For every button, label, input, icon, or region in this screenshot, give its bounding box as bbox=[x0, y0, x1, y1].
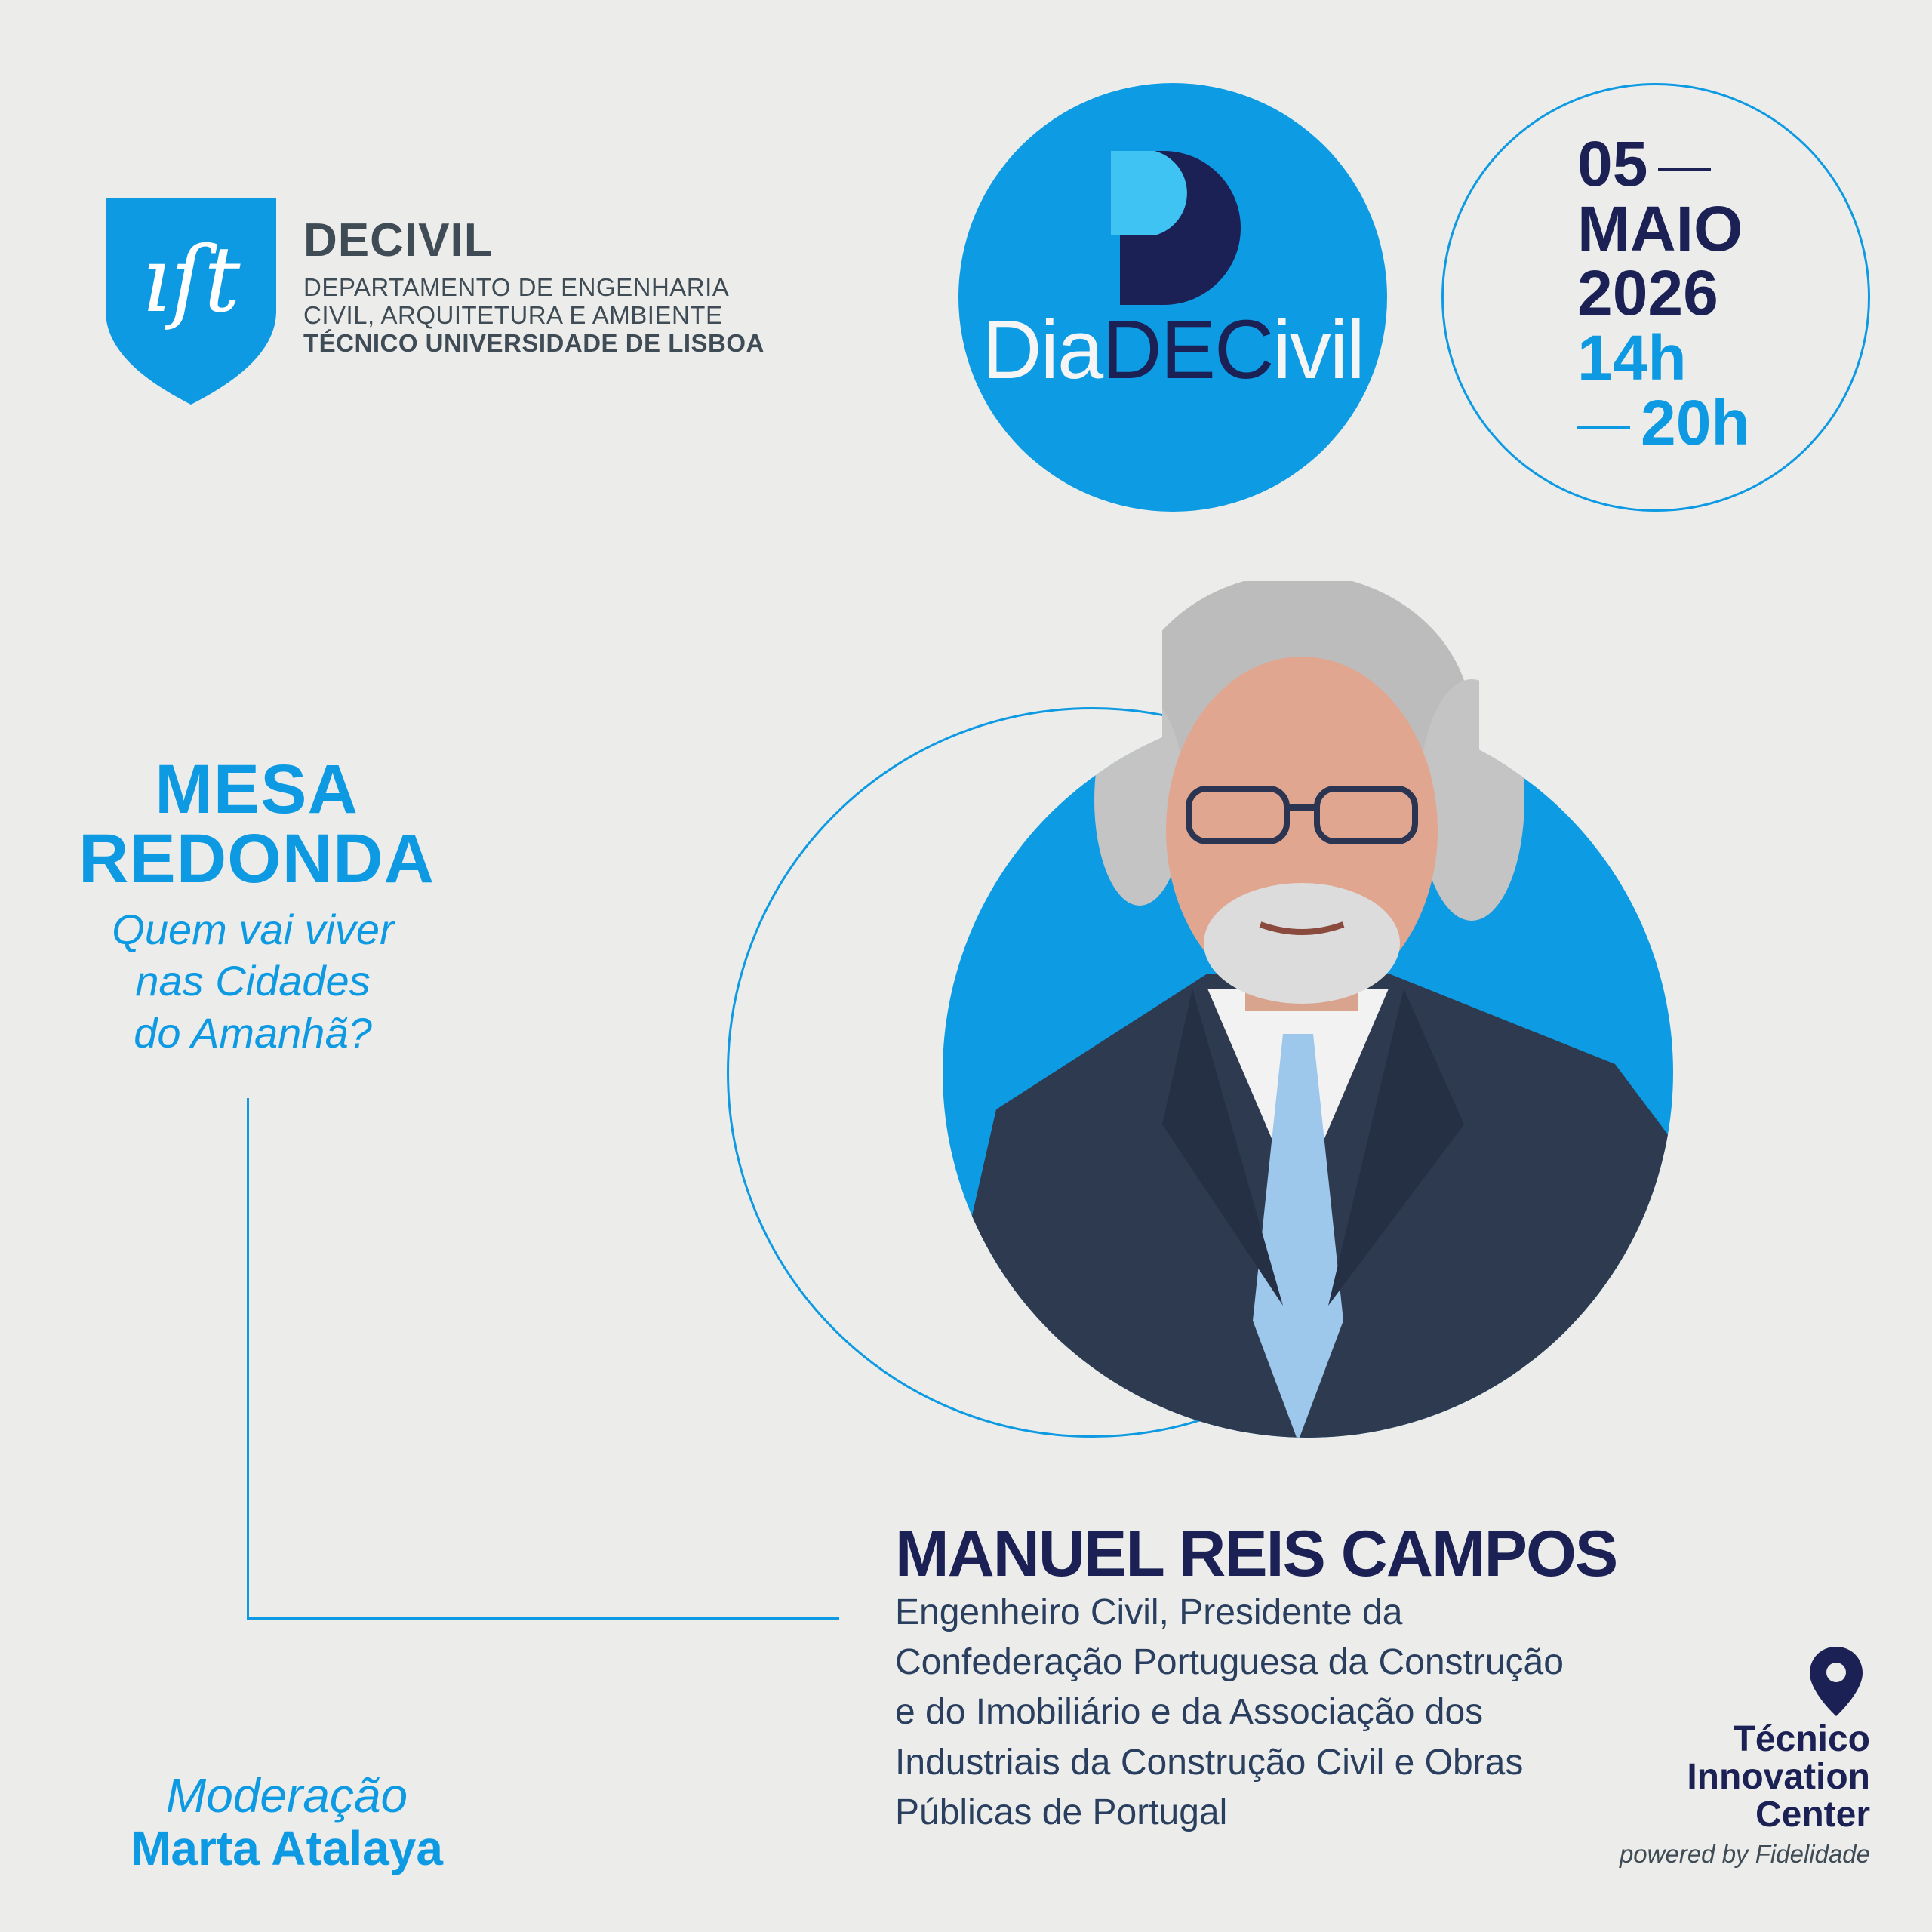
question-line-3: do Amanhã? bbox=[134, 1008, 372, 1057]
moderation-label: Moderação bbox=[165, 1768, 408, 1823]
date-year: 2026 bbox=[1577, 257, 1718, 329]
venue-line-2: Innovation bbox=[1687, 1756, 1870, 1797]
bio-line-4: Industriais da Construção Civil e Obras bbox=[895, 1742, 1524, 1783]
event-title bbox=[958, 302, 1387, 398]
venue-line-3: Center bbox=[1755, 1794, 1870, 1835]
connector-line-horizontal bbox=[247, 1617, 839, 1620]
department-name: DECIVIL bbox=[303, 214, 494, 266]
bio-line-5: Públicas de Portugal bbox=[895, 1792, 1228, 1832]
bio-line-2: Confederação Portuguesa da Construção bbox=[895, 1642, 1564, 1683]
dash-divider bbox=[1577, 426, 1630, 429]
date-day: 05 bbox=[1577, 128, 1648, 199]
location-pin-icon bbox=[1810, 1647, 1863, 1716]
venue-sponsor: powered by Fidelidade bbox=[1619, 1840, 1870, 1868]
date-block bbox=[1577, 128, 1750, 458]
connector-line-vertical bbox=[247, 1098, 249, 1619]
speaker-name: MANUEL REIS CAMPOS bbox=[895, 1518, 1617, 1590]
venue-name bbox=[1555, 1721, 1870, 1834]
event-d-mark-icon bbox=[1111, 151, 1250, 305]
question-line-1: Quem vai viver bbox=[112, 906, 394, 953]
ist-logo-icon bbox=[106, 198, 276, 405]
bio-line-1: Engenheiro Civil, Presidente da bbox=[895, 1592, 1403, 1632]
question-line-2: nas Cidades bbox=[135, 957, 371, 1005]
event-title-part-3: ivil bbox=[1272, 303, 1364, 396]
date-month: MAIO bbox=[1577, 192, 1743, 264]
end-time: 20h bbox=[1641, 386, 1750, 458]
svg-text:ıſt: ıſt bbox=[141, 228, 241, 333]
dash-divider bbox=[1658, 168, 1711, 171]
session-type-line-2: REDONDA bbox=[78, 820, 435, 897]
speaker-portrait bbox=[891, 581, 1706, 1441]
department-line-1: DEPARTAMENTO DE ENGENHARIA bbox=[303, 273, 730, 302]
session-type-line-1: MESA bbox=[155, 751, 358, 828]
session-question bbox=[45, 904, 460, 1059]
venue-line-1: Técnico bbox=[1733, 1719, 1870, 1759]
event-title-part-1: Dia bbox=[982, 303, 1103, 396]
department-block bbox=[303, 214, 764, 358]
speaker-bio bbox=[895, 1588, 1604, 1838]
start-time: 14h bbox=[1577, 322, 1687, 394]
bio-line-3: e do Imobiliário e da Associação dos bbox=[895, 1692, 1484, 1733]
department-line-2: CIVIL, ARQUITETURA E AMBIENTE bbox=[303, 301, 723, 330]
event-title-part-2: DEC bbox=[1102, 303, 1273, 396]
university-name: TÉCNICO UNIVERSIDADE DE LISBOA bbox=[303, 329, 764, 358]
session-type bbox=[45, 751, 468, 897]
moderator-name: Marta Atalaya bbox=[131, 1821, 443, 1875]
